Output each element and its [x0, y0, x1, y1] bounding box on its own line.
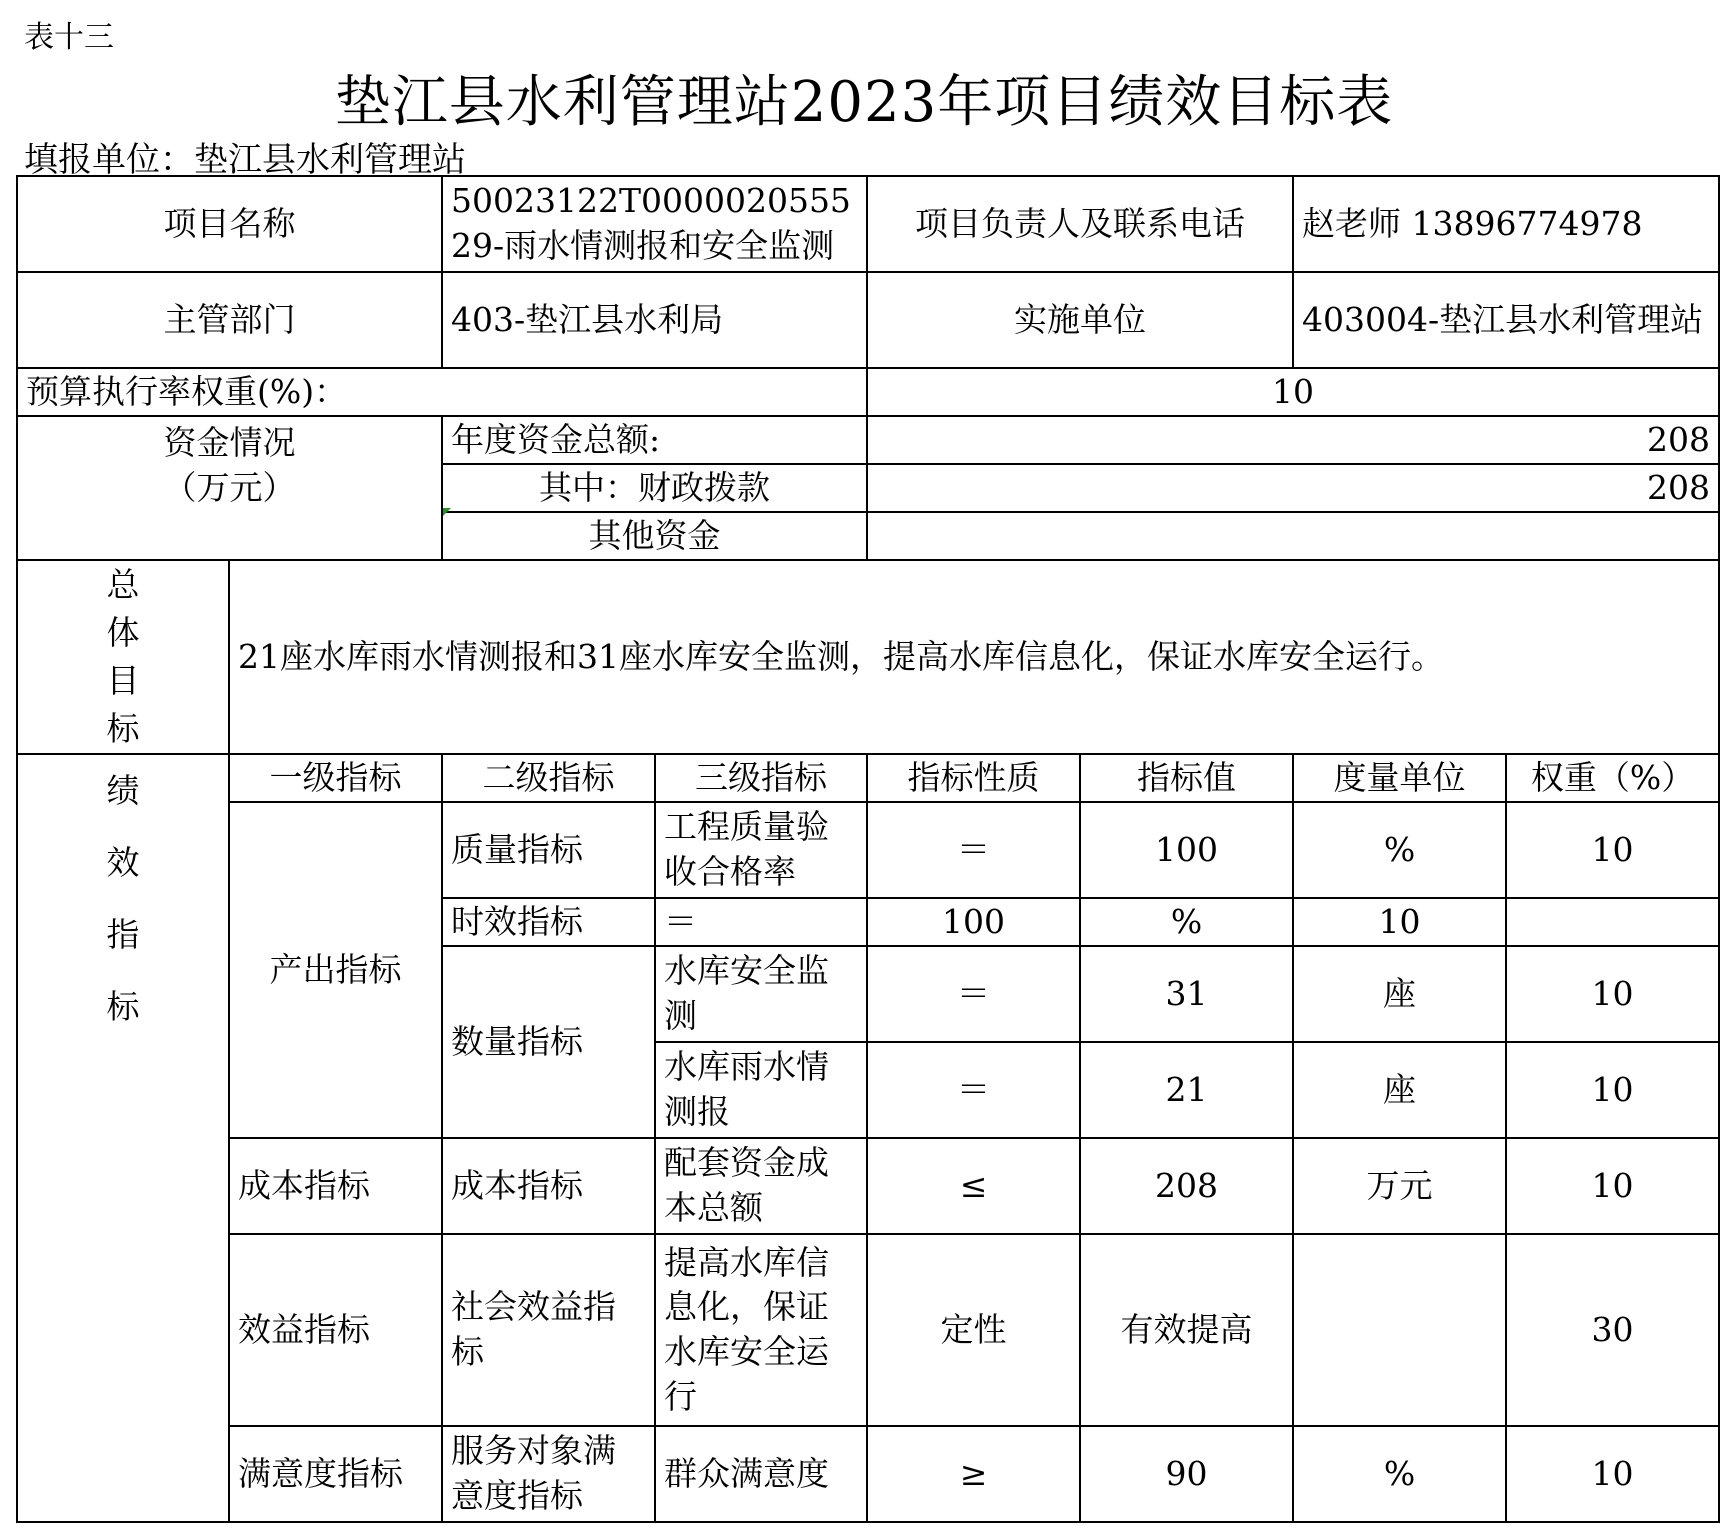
budget-weight-label: 预算执行率权重(%)：: [17, 368, 867, 416]
output-indicator-label: 产出指标: [229, 802, 442, 1138]
quality-value: 100: [1080, 802, 1293, 898]
table-row: [17, 1234, 1719, 1426]
reporting-unit: 填报单位：垫江县水利管理站: [24, 140, 466, 180]
budget-weight-value: 10: [867, 368, 1719, 416]
funds-label: 资金情况: [163, 423, 296, 462]
funds-total-value: 208: [867, 416, 1719, 464]
implementing-unit-value: 403004-垫江县水利管理站: [1293, 272, 1719, 368]
benefit-nature: 定性: [867, 1234, 1080, 1426]
quantity1-value: 31: [1080, 946, 1293, 1042]
funds-fiscal-value: 208: [867, 464, 1719, 512]
overall-goal-row: [17, 560, 1719, 754]
goal-label-char: 体: [106, 613, 140, 652]
benefit-level2: 社会效益指标: [442, 1234, 655, 1426]
timeliness-cell-3: %: [1080, 898, 1293, 946]
cost-level3: 配套资金成本总额: [655, 1138, 867, 1234]
satisfaction-unit: %: [1293, 1426, 1506, 1522]
timeliness-indicator-label: 时效指标: [442, 898, 655, 946]
goal-label-char: 总: [106, 565, 140, 604]
quantity2-unit: 座: [1293, 1042, 1506, 1138]
benefit-level3: 提高水库信息化，保证水库安全运行: [655, 1234, 867, 1426]
table-row: [17, 802, 1719, 898]
contact-label: 项目负责人及联系电话: [867, 176, 1293, 272]
perf-label-char: 标: [106, 987, 140, 1026]
timeliness-cell-1: ＝: [655, 898, 867, 946]
corner-label: 表十三: [24, 20, 114, 55]
cost-value: 208: [1080, 1138, 1293, 1234]
goal-label-char: 目: [106, 661, 140, 700]
quantity2-value: 21: [1080, 1042, 1293, 1138]
department-value: 403-垫江县水利局: [442, 272, 867, 368]
satisfaction-level2: 服务对象满意度指标: [442, 1426, 655, 1522]
cell-comment-marker: [443, 508, 451, 516]
quality-level3: 工程质量验收合格率: [655, 802, 867, 898]
quality-indicator-label: 质量指标: [442, 802, 655, 898]
table-row: [17, 1426, 1719, 1522]
timeliness-cell-5: [1506, 898, 1719, 946]
project-name-label: 项目名称: [17, 176, 442, 272]
satisfaction-nature: ≥: [867, 1426, 1080, 1522]
implementing-unit-label: 实施单位: [867, 272, 1293, 368]
performance-target-table: [16, 175, 1720, 1523]
cost-unit: 万元: [1293, 1138, 1506, 1234]
funds-fiscal-label: 其中：财政拨款: [442, 464, 867, 512]
funds-other-value: [867, 512, 1719, 560]
satisfaction-level1: 满意度指标: [229, 1426, 442, 1522]
benefit-value: 有效提高: [1080, 1234, 1293, 1426]
cost-nature: ≤: [867, 1138, 1080, 1234]
project-name-value: 50023122T000002055529-雨水情测报和安全监测: [442, 176, 867, 272]
funds-total-label: 年度资金总额:: [442, 416, 867, 464]
quantity1-weight: 10: [1506, 946, 1719, 1042]
perf-label-char: 效: [106, 843, 140, 882]
benefit-level1: 效益指标: [229, 1234, 442, 1426]
performance-indicator-label: [17, 754, 229, 1522]
timeliness-cell-4: 10: [1293, 898, 1506, 946]
contact-value: 赵老师 13896774978: [1293, 176, 1719, 272]
cost-weight: 10: [1506, 1138, 1719, 1234]
funds-other-label: 其他资金: [442, 512, 867, 560]
quantity1-nature: ＝: [867, 946, 1080, 1042]
funds-unit: （万元）: [163, 467, 296, 507]
satisfaction-value: 90: [1080, 1426, 1293, 1522]
quality-unit: %: [1293, 802, 1506, 898]
quantity1-unit: 座: [1293, 946, 1506, 1042]
quality-nature: ＝: [867, 802, 1080, 898]
header-weight: 权重（%）: [1506, 754, 1719, 802]
quantity1-level3: 水库安全监测: [655, 946, 867, 1042]
document-title: 垫江县水利管理站2023年项目绩效目标表: [334, 70, 1394, 135]
perf-label-char: 绩: [106, 771, 140, 810]
timeliness-cell-2: 100: [867, 898, 1080, 946]
quantity2-level3: 水库雨水情测报: [655, 1042, 867, 1138]
overall-goal-text: 21座水库雨水情测报和31座水库安全监测，提高水库信息化，保证水库安全运行。: [229, 560, 1719, 754]
quality-weight: 10: [1506, 802, 1719, 898]
table-row: [17, 1138, 1719, 1234]
department-row: [17, 272, 1719, 368]
cost-level2: 成本指标: [442, 1138, 655, 1234]
department-label: 主管部门: [17, 272, 442, 368]
perf-label-char: 指: [106, 915, 140, 954]
satisfaction-level3: 群众满意度: [655, 1426, 867, 1522]
funds-total-row: [17, 416, 1719, 464]
goal-label-char: 标: [106, 709, 140, 748]
satisfaction-weight: 10: [1506, 1426, 1719, 1522]
indicator-header-row: [17, 754, 1719, 802]
overall-goal-label: [17, 560, 229, 754]
benefit-weight: 30: [1506, 1234, 1719, 1426]
budget-weight-row: [17, 368, 1719, 416]
funds-label-cell: [17, 416, 442, 560]
header-level3: 三级指标: [655, 754, 867, 802]
cost-level1: 成本指标: [229, 1138, 442, 1234]
header-level1: 一级指标: [229, 754, 442, 802]
benefit-unit: [1293, 1234, 1506, 1426]
quantity2-weight: 10: [1506, 1042, 1719, 1138]
project-name-row: [17, 176, 1719, 272]
header-nature: 指标性质: [867, 754, 1080, 802]
quantity2-nature: ＝: [867, 1042, 1080, 1138]
header-value: 指标值: [1080, 754, 1293, 802]
header-level2: 二级指标: [442, 754, 655, 802]
header-unit: 度量单位: [1293, 754, 1506, 802]
quantity-indicator-label: 数量指标: [442, 946, 655, 1138]
